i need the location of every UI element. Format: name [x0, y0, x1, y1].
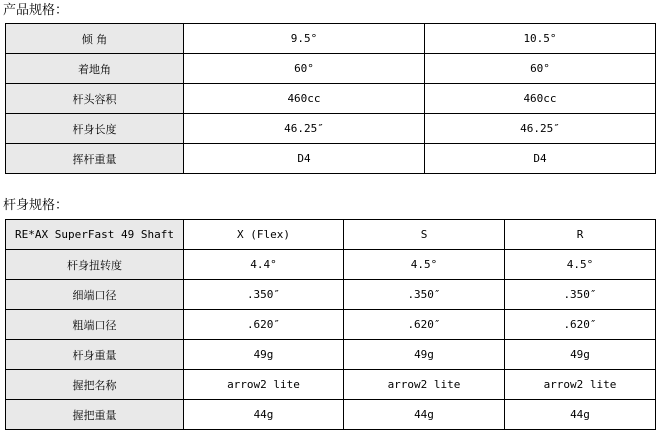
- cell-value: arrow2 lite: [505, 370, 656, 400]
- cell-value: D4: [184, 144, 425, 174]
- table-row: [6, 310, 656, 340]
- table-row: [6, 250, 656, 280]
- flex-header: X (Flex): [184, 220, 344, 250]
- cell-value: 46.25″: [184, 114, 425, 144]
- cell-value: arrow2 lite: [344, 370, 505, 400]
- cell-value: 44g: [344, 400, 505, 430]
- row-label: 着地角: [6, 54, 184, 84]
- table-row: [6, 144, 656, 174]
- cell-value: .620″: [344, 310, 505, 340]
- cell-value: 9.5°: [184, 24, 425, 54]
- cell-value: .620″: [184, 310, 344, 340]
- cell-value: 46.25″: [425, 114, 656, 144]
- row-label: 倾 角: [6, 24, 184, 54]
- table-row: [6, 24, 656, 54]
- cell-value: arrow2 lite: [184, 370, 344, 400]
- cell-value: 49g: [505, 340, 656, 370]
- row-label: 杆身长度: [6, 114, 184, 144]
- shaft-spec-title: 杆身规格：: [3, 198, 69, 213]
- shaft-model-label: RE*AX SuperFast 49 Shaft: [6, 220, 184, 250]
- cell-value: 49g: [344, 340, 505, 370]
- cell-value: 4.5°: [505, 250, 656, 280]
- flex-header: S: [344, 220, 505, 250]
- cell-value: 4.5°: [344, 250, 505, 280]
- cell-value: 44g: [505, 400, 656, 430]
- shaft-spec-table: [5, 219, 656, 430]
- flex-header: R: [505, 220, 656, 250]
- row-label: 杆身重量: [6, 340, 184, 370]
- row-label: 握把名称: [6, 370, 184, 400]
- table-row: [6, 280, 656, 310]
- table-header-row: [6, 220, 656, 250]
- cell-value: .350″: [184, 280, 344, 310]
- cell-value: 10.5°: [425, 24, 656, 54]
- cell-value: 60°: [184, 54, 425, 84]
- row-label: 杆身扭转度: [6, 250, 184, 280]
- cell-value: 44g: [184, 400, 344, 430]
- row-label: 挥杆重量: [6, 144, 184, 174]
- table-row: [6, 54, 656, 84]
- row-label: 杆头容积: [6, 84, 184, 114]
- cell-value: 60°: [425, 54, 656, 84]
- cell-value: D4: [425, 144, 656, 174]
- cell-value: 4.4°: [184, 250, 344, 280]
- product-spec-title: 产品规格：: [3, 3, 69, 18]
- table-row: [6, 84, 656, 114]
- cell-value: .350″: [344, 280, 505, 310]
- table-row: [6, 370, 656, 400]
- cell-value: 460cc: [425, 84, 656, 114]
- row-label: 细端口径: [6, 280, 184, 310]
- cell-value: .620″: [505, 310, 656, 340]
- cell-value: .350″: [505, 280, 656, 310]
- table-row: [6, 340, 656, 370]
- row-label: 粗端口径: [6, 310, 184, 340]
- table-row: [6, 400, 656, 430]
- cell-value: 49g: [184, 340, 344, 370]
- product-spec-table: [5, 23, 656, 174]
- row-label: 握把重量: [6, 400, 184, 430]
- cell-value: 460cc: [184, 84, 425, 114]
- table-row: [6, 114, 656, 144]
